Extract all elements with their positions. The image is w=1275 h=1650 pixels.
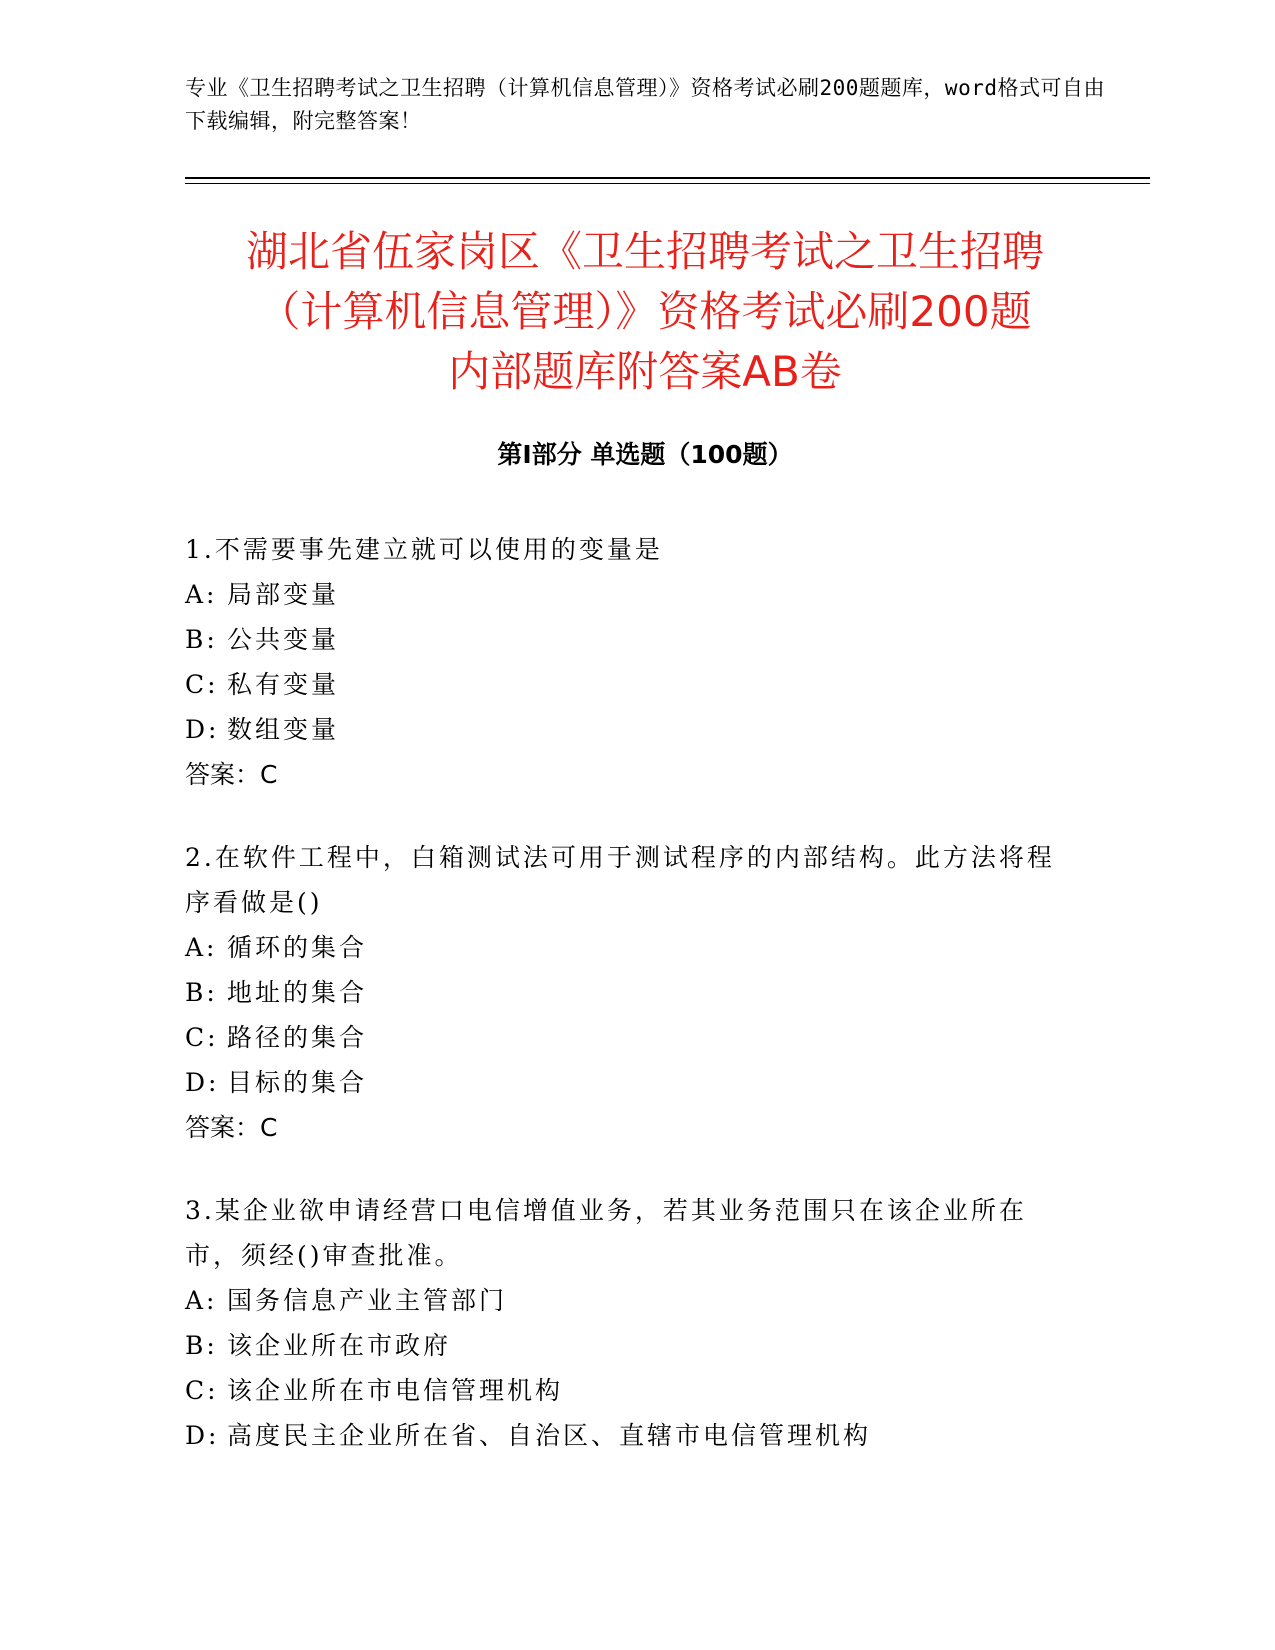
option-a <box>185 925 1055 970</box>
option-key: B: <box>185 978 218 1007</box>
question-stem: 3.某企业欲申请经营口电信增值业务，若其业务范围只在该企业所在市，须经()审查批准。 <box>185 1196 1027 1270</box>
option-text: 地址的集合 <box>227 978 368 1007</box>
question-2 <box>185 835 1055 1150</box>
header-divider-thin <box>185 183 1150 184</box>
option-d <box>185 707 1055 752</box>
option-a <box>185 1278 1055 1323</box>
answer-line: 答案：C <box>185 1113 278 1142</box>
header-note: 专业《卫生招聘考试之卫生招聘（计算机信息管理）》资格考试必刷200题题库，word格式可自由下载编辑，附完整答案！ <box>185 76 1105 133</box>
option-text: 公共变量 <box>227 625 340 654</box>
option-key: C: <box>185 1023 219 1052</box>
question-1 <box>185 527 1055 797</box>
title-line: 湖北省伍家岗区《卫生招聘考试之卫生招聘 <box>245 227 1044 276</box>
option-key: D: <box>185 1068 220 1097</box>
option-d <box>185 1413 1055 1458</box>
question-stem: 1.不需要事先建立就可以使用的变量是 <box>185 535 663 564</box>
header-divider-thick <box>185 177 1150 179</box>
option-key: D: <box>185 715 220 744</box>
option-b <box>185 970 1055 1015</box>
question-list <box>185 527 1055 1496</box>
option-text: 数组变量 <box>227 715 340 744</box>
question-3 <box>185 1188 1055 1458</box>
option-text: 路径的集合 <box>227 1023 368 1052</box>
option-c <box>185 1015 1055 1060</box>
option-c <box>185 662 1055 707</box>
question-stem: 2.在软件工程中，白箱测试法可用于测试程序的内部结构。此方法将程序看做是() <box>185 843 1055 917</box>
title-line: （计算机信息管理）》资格考试必刷200题 <box>258 287 1032 336</box>
option-key: A: <box>185 580 218 609</box>
option-key: B: <box>185 1331 218 1360</box>
title-line: 内部题库附答案AB卷 <box>448 347 842 396</box>
option-key: D: <box>185 1421 220 1450</box>
option-text: 该企业所在市政府 <box>227 1331 452 1360</box>
option-text: 国务信息产业主管部门 <box>227 1286 508 1315</box>
option-text: 该企业所在市电信管理机构 <box>227 1376 564 1405</box>
option-d <box>185 1060 1055 1105</box>
option-text: 高度民主企业所在省、自治区、直辖市电信管理机构 <box>227 1421 872 1450</box>
option-text: 循环的集合 <box>227 933 368 962</box>
option-key: C: <box>185 670 219 699</box>
option-key: A: <box>185 933 218 962</box>
option-text: 目标的集合 <box>227 1068 368 1097</box>
option-text: 局部变量 <box>227 580 340 609</box>
option-c <box>185 1368 1055 1413</box>
option-key: B: <box>185 625 218 654</box>
document-title <box>185 222 1105 402</box>
option-a <box>185 572 1055 617</box>
option-key: A: <box>185 1286 218 1315</box>
section-heading: 第I部分 单选题（100题） <box>497 440 793 469</box>
option-b <box>185 617 1055 662</box>
option-b <box>185 1323 1055 1368</box>
option-key: C: <box>185 1376 219 1405</box>
option-text: 私有变量 <box>227 670 340 699</box>
answer-line: 答案：C <box>185 760 278 789</box>
